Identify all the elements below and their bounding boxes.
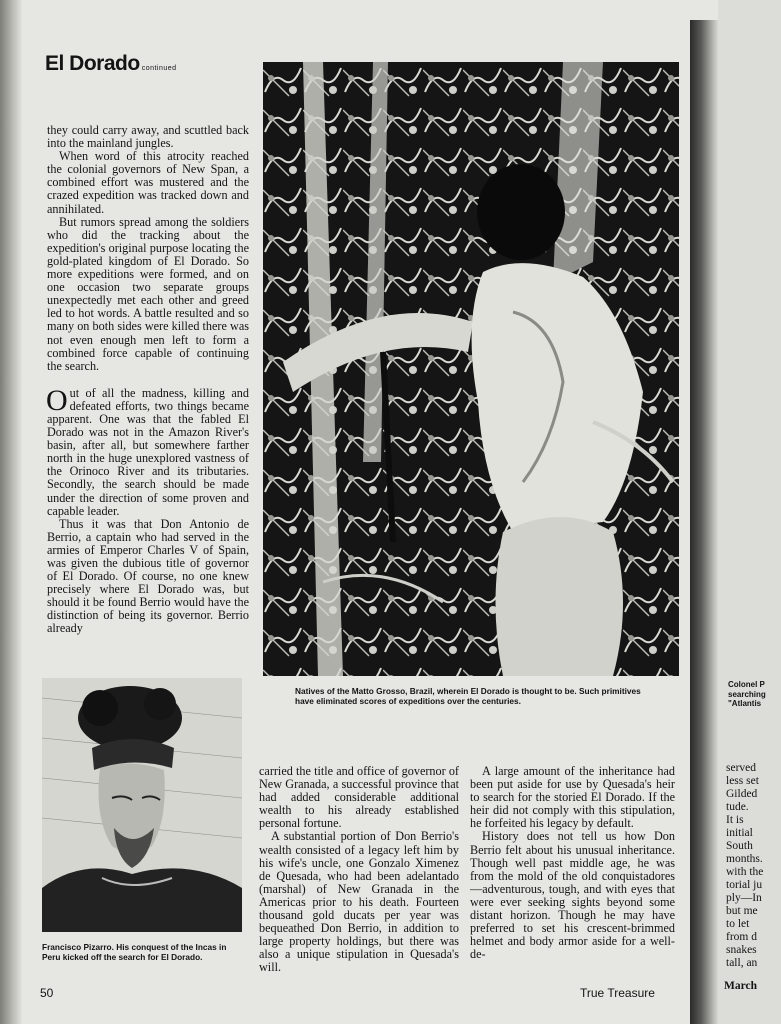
adjacent-text-line: from d — [726, 931, 757, 943]
paragraph: A substantial portion of Don Berrio's wealth consisted of a legacy left him by his wife's uncle, one Gonzalo Ximenez de Quesada, who had been adelantado (marshal) of New Granada in the Americas prior to his death. Fourteen thousand gold ducats per year was bequeathed Don Berrio, in addition to large property holdings, but there was also a unique stipulation in Quesada's will. — [259, 829, 459, 975]
title-text: El Dorado — [45, 52, 140, 75]
column-3 — [470, 765, 675, 961]
photo-caption — [295, 686, 655, 706]
pizarro-portrait — [42, 678, 242, 932]
adjacent-caption-line: "Atlantis — [728, 699, 762, 708]
paragraph-text: ut of all the madness, killing and defeated efforts, two things became apparent. One was that the fabled El Dorado was not in the Amazon River's basin, after all, but somewhere farther north in the huge unexplored vastness of the Orinoco River and its tributaries. Secondly, the search should be made under the direction of some proven and capable leader. — [47, 385, 249, 518]
portrait-caption-text: Francisco Pizarro. His conquest of the Incas in Peru kicked off the search for El Dorado. — [42, 942, 227, 962]
adjacent-text-line: with the — [726, 866, 764, 878]
adjacent-text-line: South — [726, 840, 753, 852]
adjacent-text-line: snakes — [726, 944, 757, 956]
adjacent-text-line: tall, an — [726, 957, 758, 969]
pizarro-portrait-image — [42, 678, 242, 932]
paragraph: When word of this atrocity reached the colonial governors of New Span, a combined effort was mustered and the crazed expedition was tracked down and annihilated. — [47, 149, 249, 216]
natives-photo — [263, 62, 679, 676]
adjacent-text-line: tude. — [726, 801, 749, 813]
paragraph: But rumors spread among the soldiers who did the tracking about the expedition's original purpose locating the gold-plated kingdom of El Dorado. So more expeditions were formed, and on one occasion two separate groups unexpectedly met each other and greed led to hot words. A battle resulted and so many on both sides were killed there was not even enough men left to form a combined force capable of continuing the search. — [47, 214, 249, 373]
page-number: 50 — [40, 986, 54, 1000]
page-gutter — [690, 20, 718, 1024]
magazine-name: True Treasure — [580, 986, 655, 1000]
drop-cap: O — [46, 383, 68, 417]
paragraph: History does not tell us how Don Berrio felt about his unusual inheritance. Though well past middle age, he was from the mold of the old conquistadores—adventurous, tough, and with eyes that were ever seeking sights beyond some distant horizon. Though he may have preferred to set his crescent-brimmed helmet and body armor aside for a well-de- — [470, 829, 675, 962]
adjacent-text-line: torial ju — [726, 879, 763, 891]
adjacent-text-line: but me — [726, 905, 758, 917]
continued-label: continued — [141, 65, 177, 72]
article-title — [45, 52, 177, 76]
adjacent-text — [726, 762, 763, 970]
paragraph: carried the title and office of governor of New Granada, a successful province that had added considerable additional wealth to his already established personal fortune. — [259, 764, 459, 831]
adjacent-text-line: Gilded — [726, 788, 758, 800]
natives-photo-image — [263, 62, 679, 676]
adjacent-caption-line: searching — [728, 689, 766, 699]
binding-shadow — [0, 0, 22, 1024]
photo-caption-text: Natives of the Matto Grosso, Brazil, wherein El Dorado is thought to be. Such primitives have eliminated scores of expeditions over the centuries. — [295, 686, 641, 706]
paragraph-dropcap — [46, 383, 249, 518]
portrait-caption — [42, 942, 242, 962]
adjacent-caption — [728, 680, 766, 709]
adjacent-page — [718, 0, 781, 1024]
adjacent-text-line: ply—In — [726, 892, 762, 904]
adjacent-text-line: to let — [726, 918, 750, 930]
adjacent-caption-line: Colonel P — [728, 680, 765, 689]
adjacent-footer: March — [724, 980, 758, 992]
paragraph: Thus it was that Don Antonio de Berrio, a captain who had served in the armies of Emperor Charles V of Spain, was given the dubious title of governor of El Dorado. Of course, no one knew precisely where El Dorado was, but should it be found Berrio would have the distinction of being its governor. Berrio already — [47, 516, 249, 636]
paragraph: they could carry away, and scuttled back into the mainland jungles. — [47, 123, 249, 151]
adjacent-text-line: It is — [726, 814, 744, 826]
adjacent-text-line: initial — [726, 827, 753, 839]
column-1 — [47, 124, 249, 636]
adjacent-text-line: served — [726, 762, 757, 774]
adjacent-text-line: months. — [726, 853, 763, 865]
column-2 — [259, 765, 459, 975]
paragraph: A large amount of the inheritance had been put aside for use by Quesada's heir to search for the storied El Dorado. If the heir did not comply with this stipulation, he forfeited his legacy by default. — [470, 764, 675, 831]
adjacent-text-line: less set — [726, 775, 759, 787]
